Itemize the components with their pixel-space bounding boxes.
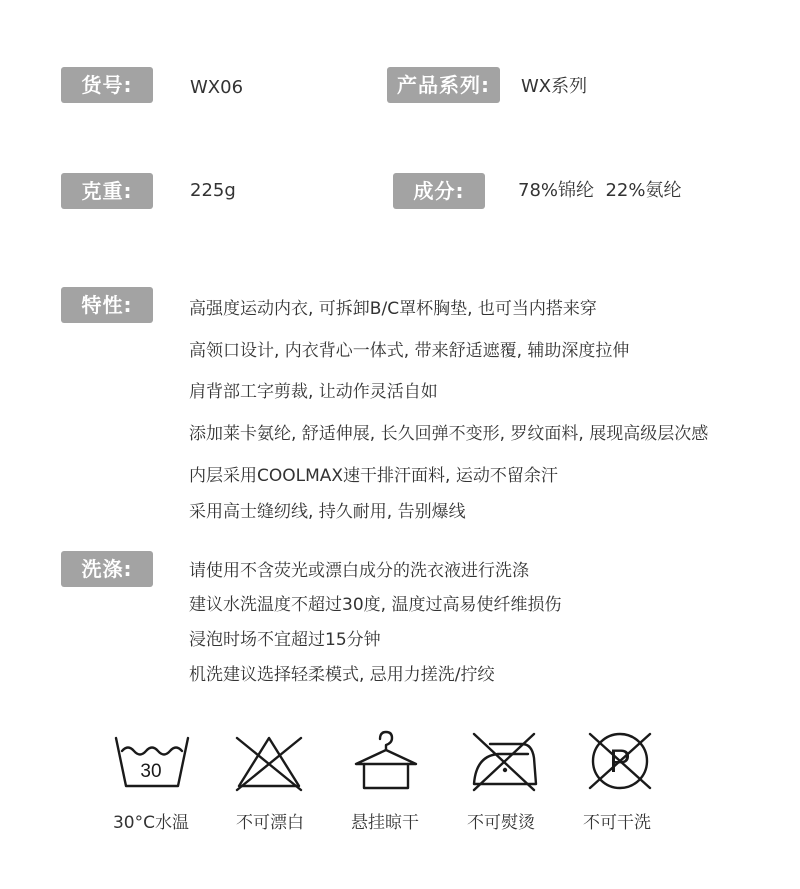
composition-value: 78%锦纶 22%氨纶 <box>518 180 682 201</box>
washing-line: 建议水洗温度不超过30度, 温度过高易使纤维损伤 <box>189 595 562 615</box>
no-iron-icon <box>464 728 544 794</box>
hang-dry-icon <box>346 728 426 794</box>
care-caption-wash: 30°C水温 <box>112 813 189 833</box>
care-caption-bleach: 不可漂白 <box>236 813 304 833</box>
item-no-value: WX06 <box>190 77 244 98</box>
feature-line: 高强度运动内衣, 可拆卸B/C罩杯胸垫, 也可当内搭来穿 <box>189 299 597 319</box>
wash-30-icon <box>112 728 192 794</box>
no-dry-clean-icon <box>580 728 660 794</box>
care-caption-dry: 悬挂晾干 <box>351 813 419 833</box>
care-caption-iron: 不可熨烫 <box>467 813 535 833</box>
composition-label: 成分: <box>393 173 485 209</box>
washing-line: 机洗建议选择轻柔模式, 忌用力搓洗/拧绞 <box>189 665 495 685</box>
washing-line: 请使用不含荧光或漂白成分的洗衣液进行洗涤 <box>189 561 529 581</box>
feature-line: 高领口设计, 内衣背心一体式, 带来舒适遮覆, 辅助深度拉伸 <box>189 341 630 361</box>
feature-line: 肩背部工字剪裁, 让动作灵活自如 <box>189 382 438 402</box>
washing-line: 浸泡时场不宜超过15分钟 <box>189 630 381 650</box>
series-label: 产品系列: <box>387 67 500 103</box>
item-no-label: 货号: <box>61 67 153 103</box>
weight-value: 225g <box>190 180 236 201</box>
feature-line: 内层采用COOLMAX速干排汗面料, 运动不留余汗 <box>189 466 558 486</box>
washing-label: 洗涤: <box>61 551 153 587</box>
series-value: WX系列 <box>521 76 588 97</box>
feature-line: 添加莱卡氨纶, 舒适伸展, 长久回弹不变形, 罗纹面料, 展现高级层次感 <box>189 424 709 444</box>
care-caption-dryclean: 不可干洗 <box>583 813 651 833</box>
features-label: 特性: <box>61 287 153 323</box>
feature-line: 采用高士缝纫线, 持久耐用, 告别爆线 <box>189 502 466 522</box>
weight-label: 克重: <box>61 173 153 209</box>
dry-clean-letter: P <box>609 743 631 779</box>
wash-temp-number: 30 <box>140 761 162 782</box>
no-bleach-icon <box>229 728 309 794</box>
